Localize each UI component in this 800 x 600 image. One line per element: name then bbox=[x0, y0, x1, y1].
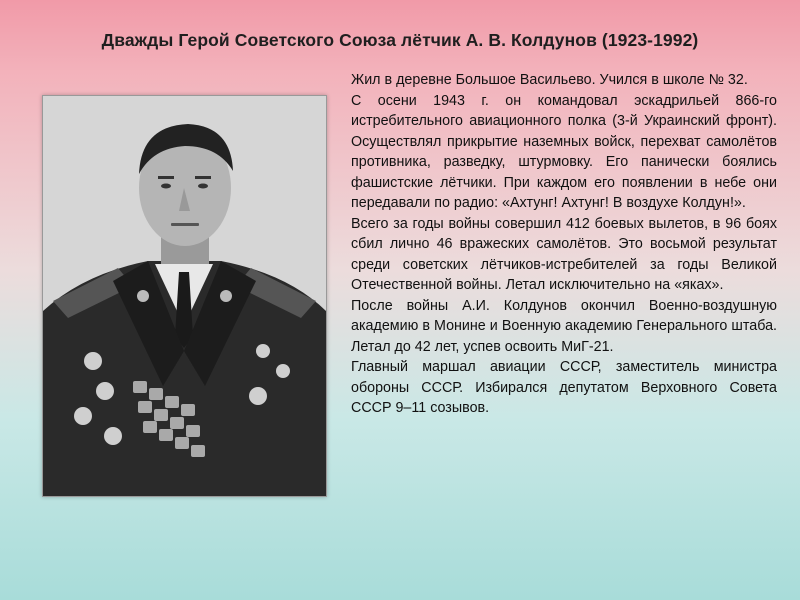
bio-paragraph-war-service: С осени 1943 г. он командовал эскадрильей 866-го истребительного авиационного полка (3-й Украинский фронт). Осуществлял прикрытие наземных войск, перехват самолётов противника, разведку, штурмовку. Его панически боялись фашистские лётчики. При каждом его появлении в небе они передавали по радио: «Ахтунг! Ахтунг! В воздухе Колдун!». bbox=[351, 92, 777, 211]
slide-title: Дважды Герой Советского Союза лётчик А. В. Колдунов (1923-1992) bbox=[101, 30, 699, 50]
bio-paragraph-childhood: Жил в деревне Большое Васильево. Учился в школе № 32. bbox=[351, 72, 748, 88]
portrait-image bbox=[43, 96, 326, 496]
bio-paragraph-career: Главный маршал авиации СССР, заместитель министра обороны СССР. Избирался депутатом Верховного Совета СССР 9–11 созывов. bbox=[351, 359, 777, 416]
portrait-photo bbox=[42, 95, 327, 497]
biography-text bbox=[351, 70, 777, 419]
bio-paragraph-postwar: После войны А.И. Колдунов окончил Военно-воздушную академию в Монине и Военную академию Генерального штаба. Летал до 42 лет, успев освоить МиГ-21. bbox=[351, 297, 777, 355]
bio-paragraph-combat-record: Всего за годы войны совершил 412 боевых вылетов, в 96 боях сбил лично 46 вражеских самолётов. Это восьмой результат среди советских лётчиков-истребителей за годы Великой Отечественной войны. Летал исключительно на «яках». bbox=[351, 215, 777, 293]
